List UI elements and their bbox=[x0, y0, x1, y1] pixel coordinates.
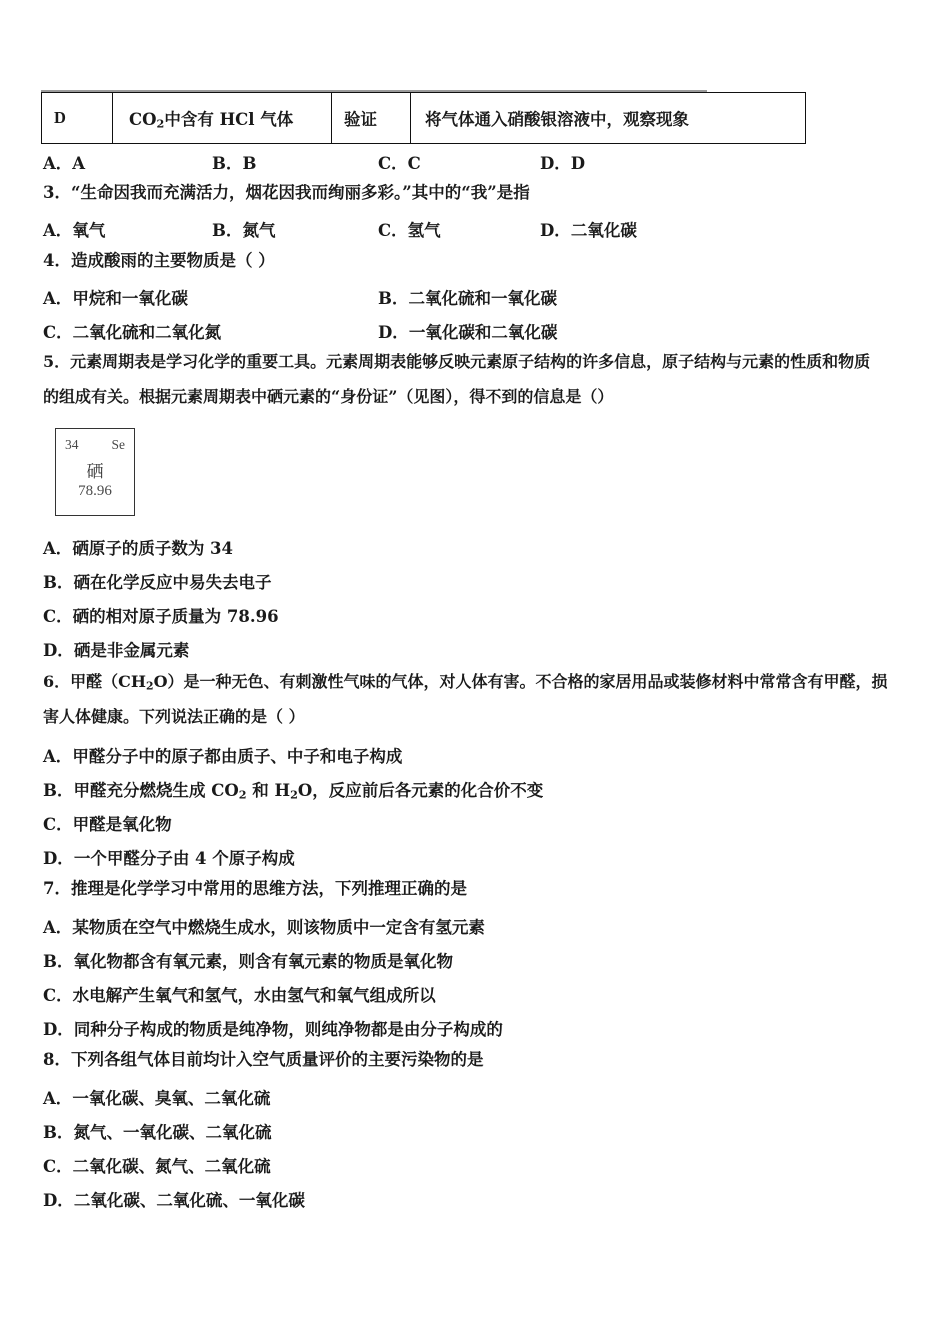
option-label: D． bbox=[43, 641, 74, 660]
option-text: 氮气 bbox=[242, 221, 276, 240]
question-7-option-a[interactable] bbox=[43, 914, 485, 938]
question-4-stem: 4．造成酸雨的主要物质是（ ） bbox=[43, 251, 275, 270]
question-7-option-b[interactable] bbox=[43, 948, 453, 972]
question-7-option-c[interactable] bbox=[43, 982, 436, 1006]
table-cell-substance bbox=[113, 93, 332, 144]
option-text-a: 甲醛充分燃烧生成 CO bbox=[73, 781, 239, 800]
substance-formula-pre: CO bbox=[129, 110, 157, 129]
element-atomic-number: 34 bbox=[65, 437, 79, 452]
element-card-row-symbol bbox=[56, 437, 134, 453]
question-6-stem-part-a: 6．甲醛（CH bbox=[43, 672, 146, 691]
option-text: 二氧化硫和一氧化碳 bbox=[408, 289, 557, 308]
option-formula-sub-h2o: 2 bbox=[290, 787, 298, 802]
element-chinese-name: 硒 bbox=[86, 462, 104, 482]
option-text: 某物质在空气中燃烧生成水，则该物质中一定含有氢元素 bbox=[72, 918, 485, 937]
question-4-option-a[interactable] bbox=[43, 285, 188, 309]
option-text: 硒在化学反应中易失去电子 bbox=[73, 573, 272, 592]
option-label: C． bbox=[378, 221, 408, 240]
question-5-stem-line-1: 5．元素周期表是学习化学的重要工具。元素周期表能够反映元素原子结构的许多信息，原子结构与元素的性质和物质 bbox=[43, 352, 871, 371]
option-formula-sub-co2: 2 bbox=[238, 787, 247, 802]
option-label: C． bbox=[43, 986, 73, 1005]
table-cell-option: D bbox=[42, 93, 113, 144]
option-label: B． bbox=[43, 1123, 74, 1142]
option-label: A． bbox=[43, 918, 73, 937]
question-5-stem-line-2: 的组成有关。根据元素周期表中硒元素的“身份证”（见图），得不到的信息是（） bbox=[43, 387, 614, 406]
option-text: 二氧化硫和二氧化氮 bbox=[72, 323, 222, 342]
question-4-option-d[interactable] bbox=[378, 319, 557, 343]
option-text: 一氧化碳和二氧化碳 bbox=[408, 323, 558, 342]
option-text-c: O，反应前后各元素的化合价不变 bbox=[297, 781, 544, 800]
option-label: B． bbox=[212, 221, 243, 240]
question-5-option-c[interactable] bbox=[43, 603, 279, 627]
question-8-stem: 8．下列各组气体目前均计入空气质量评价的主要污染物的是 bbox=[43, 1050, 484, 1069]
question-7-stem: 7．推理是化学学习中常用的思维方法，下列推理正确的是 bbox=[43, 879, 467, 898]
element-symbol: Se bbox=[111, 437, 125, 452]
option-label: A． bbox=[43, 289, 73, 308]
option-text: 氢气 bbox=[407, 221, 441, 240]
option-text: 甲烷和一氧化碳 bbox=[72, 289, 188, 308]
option-text: 二氧化碳 bbox=[570, 221, 637, 240]
question-5-option-a[interactable] bbox=[43, 535, 233, 559]
question-6-option-a[interactable] bbox=[43, 743, 402, 767]
element-atomic-mass: 78.96 bbox=[78, 483, 112, 499]
option-text: 二氧化碳、氮气、二氧化硫 bbox=[72, 1157, 271, 1176]
option-label: A． bbox=[43, 1089, 73, 1108]
question-4-option-c[interactable] bbox=[43, 319, 221, 343]
option-label: D． bbox=[378, 323, 409, 342]
option-label: C． bbox=[43, 1157, 73, 1176]
option-label: A． bbox=[43, 221, 73, 240]
option-text-b: 和 H bbox=[246, 781, 291, 800]
question-8-option-d[interactable] bbox=[43, 1187, 305, 1211]
question-5-option-b[interactable] bbox=[43, 569, 271, 593]
table-answer-option-b[interactable]: B．B bbox=[212, 154, 257, 173]
option-text: 硒的相对原子质量为 78.96 bbox=[72, 607, 279, 626]
question-3-option-c[interactable] bbox=[378, 217, 441, 241]
option-text: 一氧化碳、臭氧、二氧化硫 bbox=[72, 1089, 271, 1108]
question-5-option-d[interactable] bbox=[43, 637, 189, 661]
question-6-option-c[interactable] bbox=[43, 811, 172, 835]
option-label: D． bbox=[540, 221, 571, 240]
table-answer-option-a[interactable]: A．A bbox=[43, 154, 86, 173]
option-label: C． bbox=[43, 607, 73, 626]
question-6-stem-line-2: 害人体健康。下列说法正确的是（ ） bbox=[43, 707, 305, 726]
question-3-option-a[interactable] bbox=[43, 217, 105, 241]
table-cell-method: 将气体通入硝酸银溶液中，观察现象 bbox=[411, 93, 806, 144]
question-6-formula-sub: 2 bbox=[146, 679, 154, 693]
question-6-stem-part-b: O）是一种无色、有刺激性气味的气体，对人体有害。不合格的家居用品或装修材料中常常含有甲醛，损 bbox=[153, 672, 888, 691]
option-label: D． bbox=[43, 849, 74, 868]
question-6-stem-line-1 bbox=[43, 672, 888, 692]
option-text: 水电解产生氧气和氢气，水由氢气和氧气组成所以 bbox=[72, 986, 436, 1005]
option-text: 氧气 bbox=[72, 221, 106, 240]
question-8-option-b[interactable] bbox=[43, 1119, 271, 1143]
table-answer-option-d[interactable]: D．D bbox=[540, 154, 586, 173]
option-label: D． bbox=[43, 1020, 74, 1039]
option-text: 硒是非金属元素 bbox=[73, 641, 190, 660]
option-label: B． bbox=[43, 573, 74, 592]
question-7-option-d[interactable] bbox=[43, 1016, 503, 1040]
question-8-option-c[interactable] bbox=[43, 1153, 271, 1177]
option-text: 氮气、一氧化碳、二氧化硫 bbox=[73, 1123, 272, 1142]
option-text: 一个甲醛分子由 4 个原子构成 bbox=[73, 849, 295, 868]
option-text: 同种分子构成的物质是纯净物，则纯净物都是由分子构成的 bbox=[73, 1020, 503, 1039]
table-row bbox=[42, 93, 806, 144]
question-8-option-a[interactable] bbox=[43, 1085, 270, 1109]
question-3-option-d[interactable] bbox=[540, 217, 637, 241]
option-label: D． bbox=[43, 1191, 74, 1210]
table-answer-option-c[interactable]: C．C bbox=[378, 154, 421, 173]
option-label: C． bbox=[43, 323, 73, 342]
option-label: A． bbox=[43, 539, 73, 558]
question-6-option-b[interactable] bbox=[43, 777, 543, 801]
table-cell-purpose: 验证 bbox=[332, 93, 411, 144]
question-6-option-d[interactable] bbox=[43, 845, 295, 869]
comparison-table bbox=[41, 92, 806, 144]
substance-formula-post: 中含有 HCl 气体 bbox=[164, 110, 294, 129]
option-label: B． bbox=[43, 952, 74, 971]
question-4-option-b[interactable] bbox=[378, 285, 557, 309]
option-text: 甲醛分子中的原子都由质子、中子和电子构成 bbox=[72, 747, 403, 766]
periodic-element-card bbox=[55, 428, 135, 516]
option-text: 氧化物都含有氧元素，则含有氧元素的物质是氧化物 bbox=[73, 952, 453, 971]
option-label: B． bbox=[378, 289, 409, 308]
option-text: 二氧化碳、二氧化硫、一氧化碳 bbox=[73, 1191, 305, 1210]
option-text: 硒原子的质子数为 34 bbox=[72, 539, 234, 558]
option-label: A． bbox=[43, 747, 73, 766]
option-label: B． bbox=[43, 781, 74, 800]
option-text: 甲醛是氧化物 bbox=[72, 815, 172, 834]
question-3-stem: 3．“生命因我而充满活力，烟花因我而绚丽多彩。”其中的“我”是指 bbox=[43, 183, 530, 202]
option-label: C． bbox=[43, 815, 73, 834]
substance-formula-sub: 2 bbox=[156, 116, 165, 131]
question-3-option-b[interactable] bbox=[212, 217, 275, 241]
